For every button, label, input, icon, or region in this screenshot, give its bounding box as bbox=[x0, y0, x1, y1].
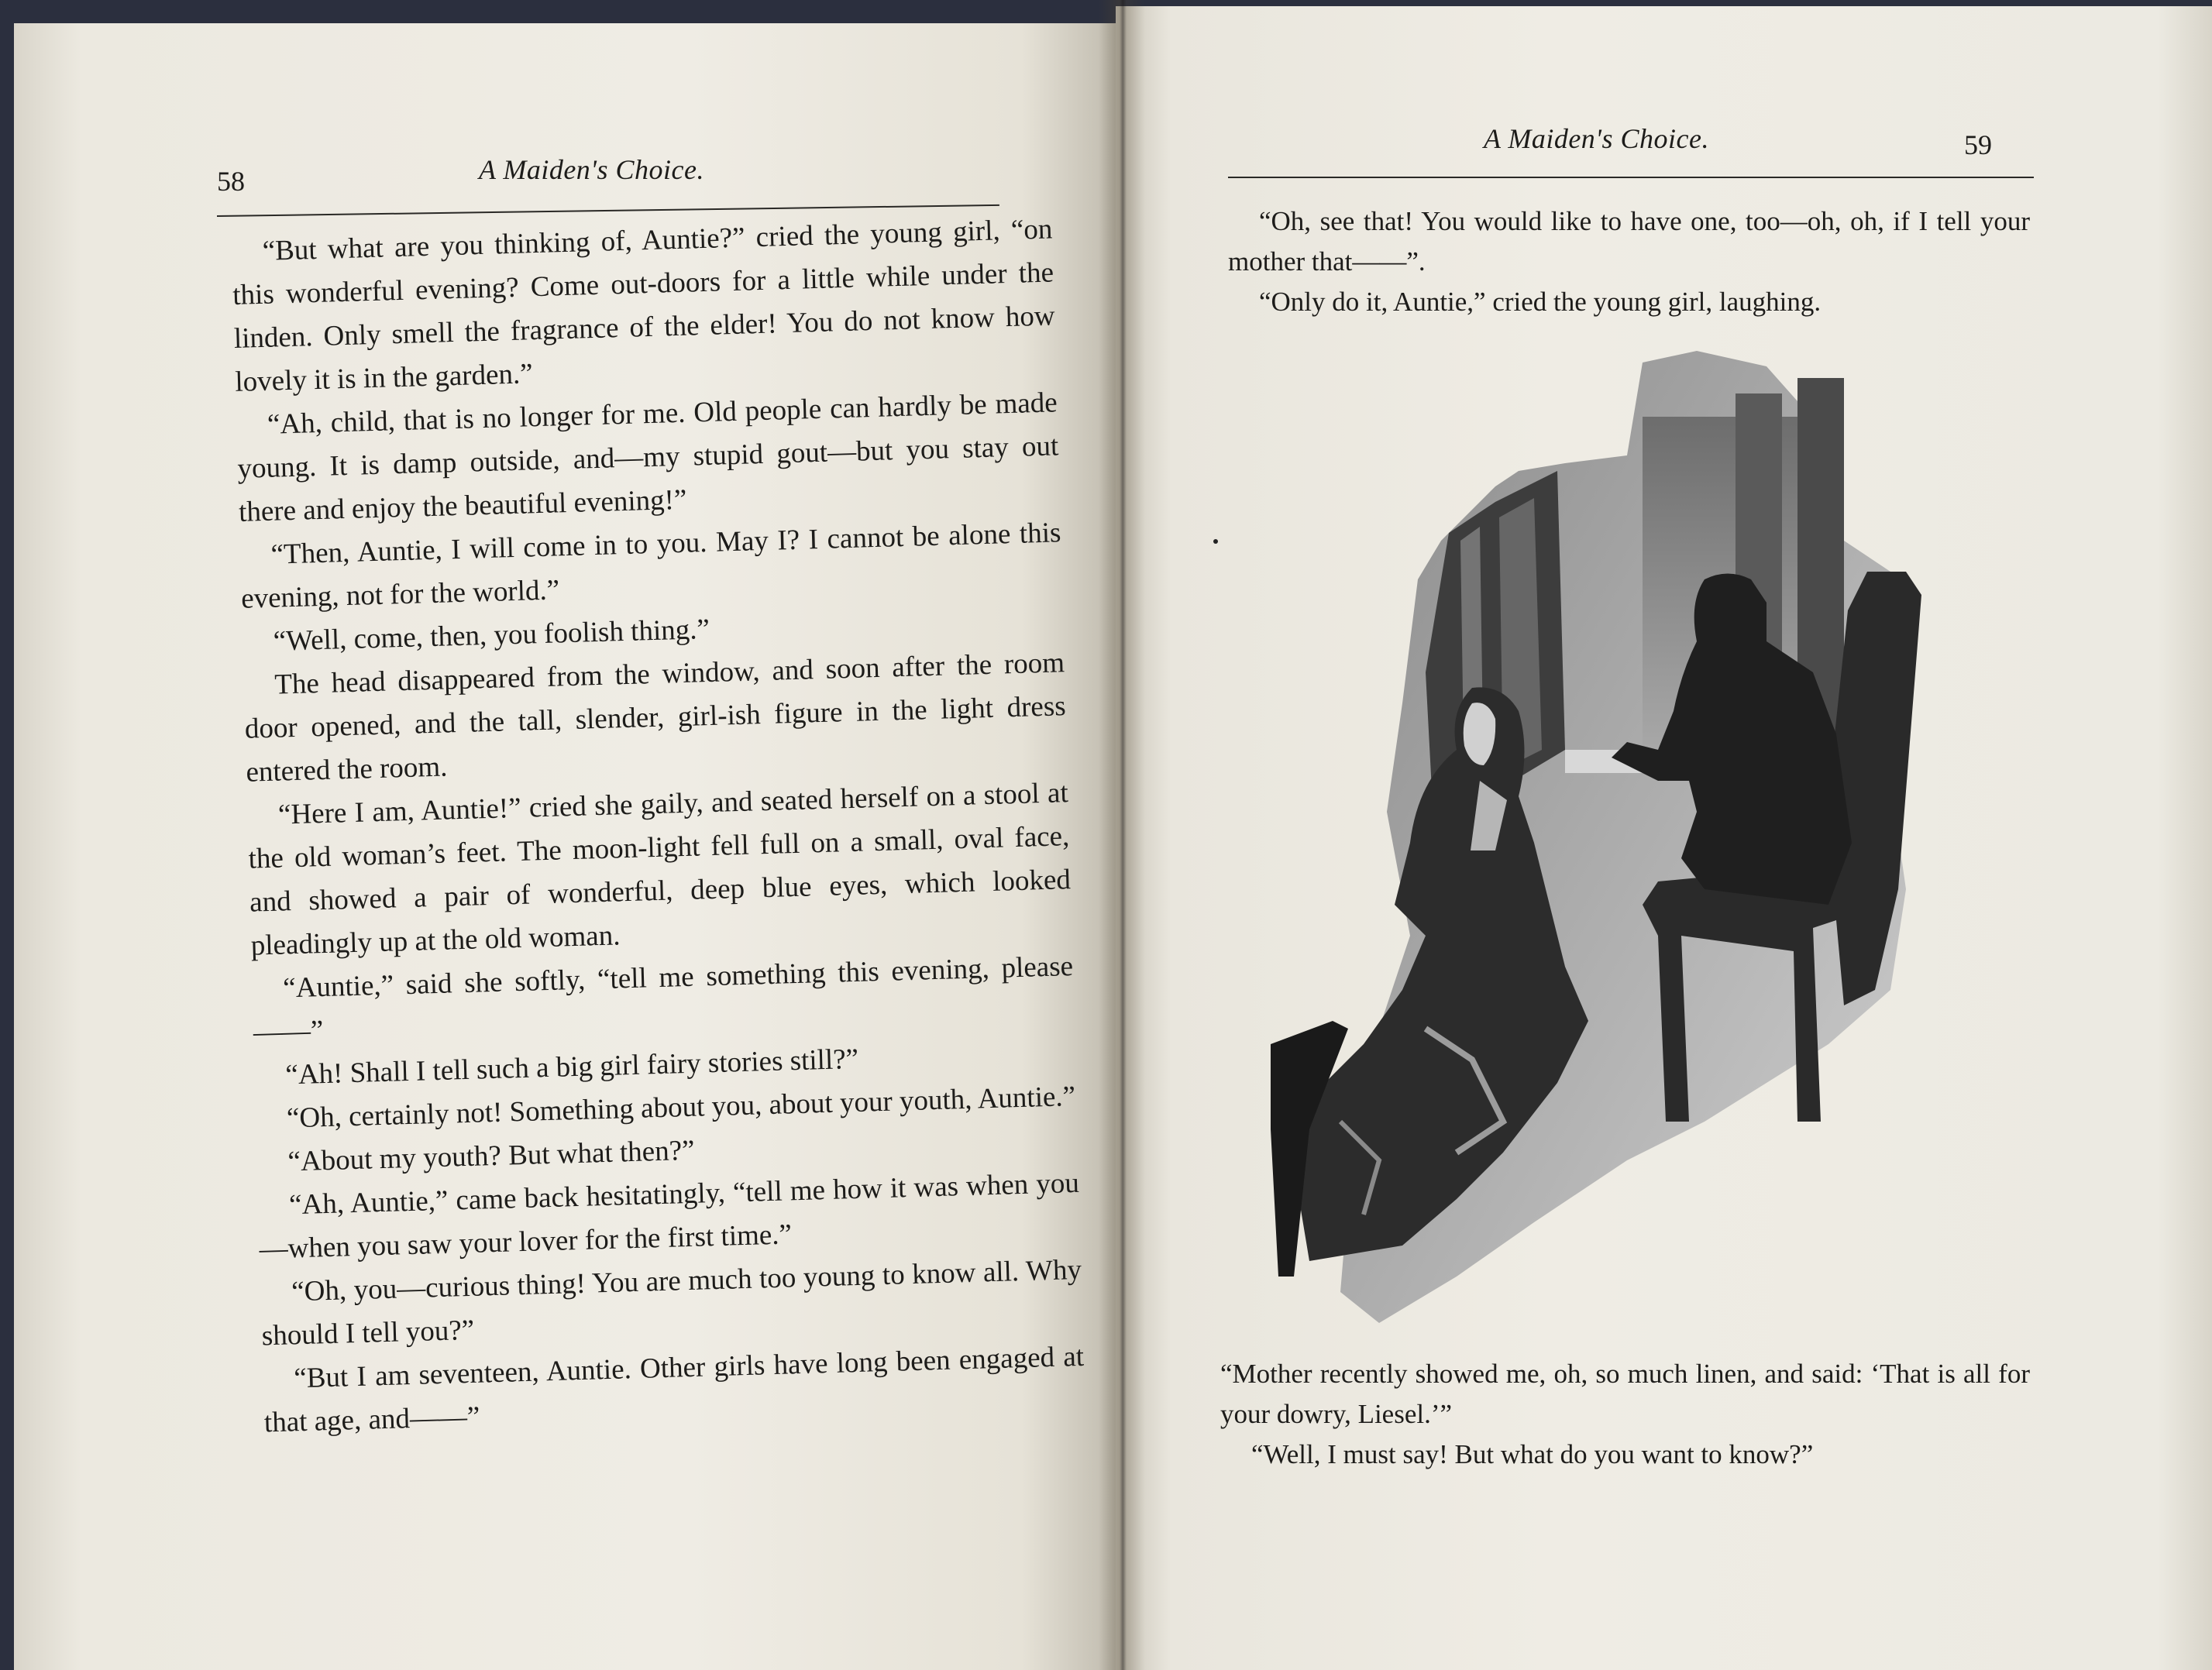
page-number: 59 bbox=[1964, 129, 1992, 160]
illustration-aunt-and-girl bbox=[1224, 347, 2014, 1331]
paragraph: “Here I am, Auntie!” cried she gaily, and seated herself on a stool at the old woman’s feet. The moon-light fell full on a small, oval face, and showed a pair of wonderful, deep blue eyes, which looked pleadingly up at the old woman. bbox=[248, 777, 1072, 962]
header-rule bbox=[1228, 177, 2034, 178]
left-page bbox=[14, 23, 1134, 1670]
paragraph: “Oh, certainly not! Something about you, about your youth, Auntie.” bbox=[286, 1081, 1076, 1135]
right-page-top-text bbox=[1228, 201, 2030, 322]
running-head: A Maiden's Choice. bbox=[1484, 123, 1709, 154]
paragraph: “Auntie,” said she softly, “tell me something this evening, please——” bbox=[253, 950, 1074, 1049]
paragraph: “Mother recently showed me, oh, so much linen, and said: ‘That is all for your dowry, Liesel.’” bbox=[1220, 1359, 2030, 1429]
page-number: 58 bbox=[217, 166, 245, 197]
left-page-text bbox=[231, 208, 1085, 1445]
ink-speck bbox=[1213, 539, 1218, 544]
paragraph: “But what are you thinking of, Auntie?” cried the young girl, “on this wonderful evening? Come out-doors for a little while under the linden. Only smell the fragrance of the elder! You do not know how lovely it is in the garden.” bbox=[232, 213, 1056, 398]
paragraph: “Oh, see that! You would like to have one, too—oh, oh, if I tell your mother that——”. bbox=[1228, 206, 2030, 277]
paragraph: “Ah! Shall I tell such a big girl fairy stories still?” bbox=[284, 1043, 859, 1091]
running-head: A Maiden's Choice. bbox=[479, 154, 704, 185]
paragraph: “But I am seventeen, Auntie. Other girls have long been engaged at that age, and——” bbox=[263, 1340, 1085, 1439]
paragraph: “Then, Auntie, I will come in to you. May I? I cannot be alone this evening, not for the world.” bbox=[240, 517, 1061, 615]
paragraph: “Ah, child, that is no longer for me. Old people can hardly be made young. It is damp outside, and—my stupid gout—but you stay out there and enjoy the beautiful evening!” bbox=[237, 387, 1059, 528]
paragraph: “About my youth? But what then?” bbox=[287, 1134, 696, 1178]
paragraph: “Ah, Auntie,” came back hesitatingly, “tell me how it was when you—when you saw your lover for the first time.” bbox=[259, 1167, 1080, 1266]
paragraph: “Oh, you—curious thing! You are much too young to know all. Why should I tell you?” bbox=[261, 1253, 1082, 1352]
paragraph: The head disappeared from the window, and soon after the room door opened, and the tall, slender, girl-ish figure in the light dress entered the room. bbox=[244, 647, 1067, 789]
paragraph: “Only do it, Auntie,” cried the young girl, laughing. bbox=[1259, 287, 1822, 317]
paragraph: “Well, I must say! But what do you want to know?” bbox=[1251, 1439, 1814, 1469]
right-page bbox=[1116, 6, 2212, 1670]
right-page-bottom-text bbox=[1220, 1354, 2030, 1475]
paragraph: “Well, come, then, you foolish thing.” bbox=[273, 613, 710, 658]
